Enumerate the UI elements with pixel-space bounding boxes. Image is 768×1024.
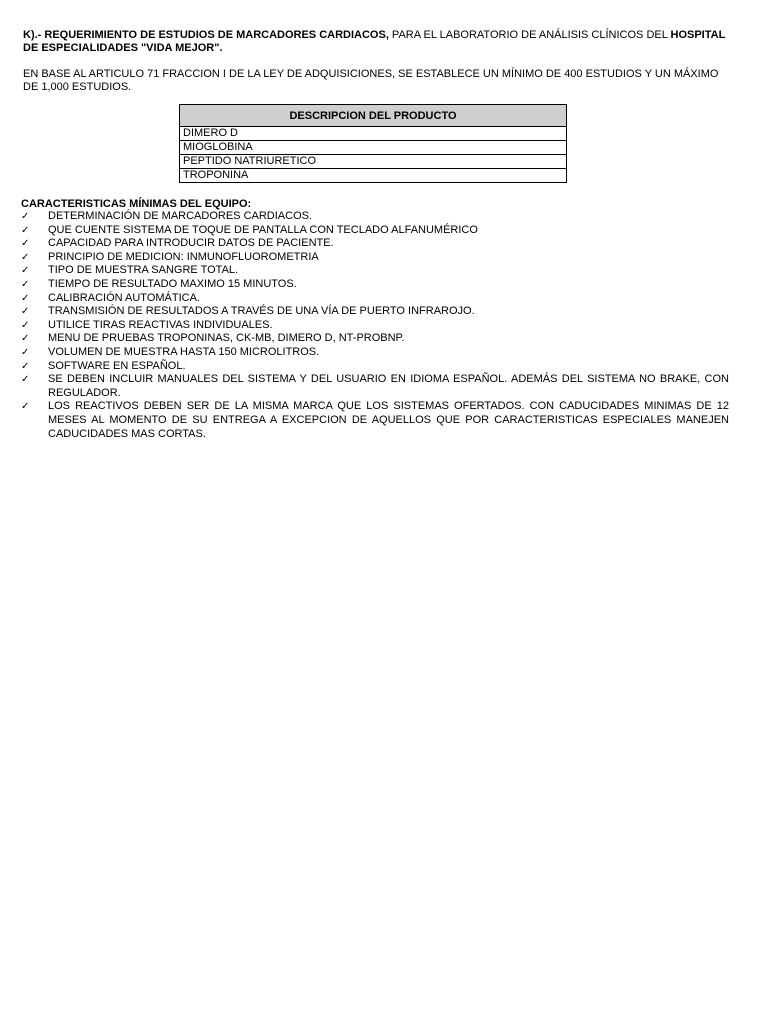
checkmark-icon: ✓	[21, 374, 30, 386]
checkmark-icon: ✓	[21, 278, 30, 290]
products-table-row	[180, 141, 567, 155]
checkmark-icon: ✓	[21, 346, 30, 358]
intro-paragraph: EN BASE AL ARTICULO 71 FRACCION I DE LA LEY DE ADQUISICIONES, SE ESTABLECE UN MÍNIMO DE 400 ESTUDIOS Y UN MÁXIMO DE 1,000 ESTUDIOS.	[23, 68, 719, 93]
products-table-header: DESCRIPCION DEL PRODUCTO	[180, 105, 567, 127]
products-table	[179, 104, 567, 183]
requirement-item	[21, 319, 729, 333]
requirement-item	[21, 346, 729, 360]
requirement-text: TIEMPO DE RESULTADO MAXIMO 15 MINUTOS.	[48, 277, 297, 290]
checkmark-icon: ✓	[21, 333, 30, 345]
requirement-text: TRANSMISIÓN DE RESULTADOS A TRAVÉS DE UNA VÍA DE PUERTO INFRAROJO.	[48, 305, 475, 318]
products-table-body	[180, 127, 567, 183]
checkmark-icon: ✓	[21, 251, 30, 263]
requirement-item	[21, 400, 729, 441]
requirement-item	[21, 373, 729, 400]
products-table-cell: MIOGLOBINA	[180, 141, 567, 155]
requirement-item	[21, 332, 729, 346]
requirement-text: MENU DE PRUEBAS TROPONINAS, CK-MB, DIMERO D, NT-PROBNP.	[48, 332, 405, 345]
requirement-item	[21, 237, 729, 251]
products-table-cell: PEPTIDO NATRIURETICO	[180, 155, 567, 169]
checkmark-icon: ✓	[21, 224, 30, 236]
requirement-text: CALIBRACIÓN AUTOMÁTICA.	[48, 291, 200, 304]
products-table-header-row	[180, 105, 567, 127]
products-table-row	[180, 169, 567, 183]
checkmark-icon: ✓	[21, 360, 30, 372]
requirement-item	[21, 292, 729, 306]
requirements-title: CARACTERISTICAS MÍNIMAS DEL EQUIPO:	[21, 198, 252, 210]
products-table-cell: TROPONINA	[180, 169, 567, 183]
checkmark-icon: ✓	[21, 238, 30, 250]
requirement-text: SE DEBEN INCLUIR MANUALES DEL SISTEMA Y DEL USUARIO EN IDIOMA ESPAÑOL. ADEMÁS DEL SISTEMA NO BRAKE, CON REGULADOR.	[48, 373, 729, 399]
heading-normal-part: PARA EL LABORATORIO DE ANÁLISIS CLÍNICOS DEL	[388, 29, 671, 41]
requirement-text: QUE CUENTE SISTEMA DE TOQUE DE PANTALLA CON TECLADO ALFANUMÉRICO	[48, 223, 478, 236]
requirement-item	[21, 264, 729, 278]
requirement-item	[21, 210, 729, 224]
requirement-item	[21, 278, 729, 292]
requirement-text: TIPO DE MUESTRA SANGRE TOTAL.	[48, 264, 239, 277]
document-heading	[23, 29, 733, 55]
requirement-text: DETERMINACIÓN DE MARCADORES CARDIACOS.	[48, 210, 313, 222]
checkmark-icon: ✓	[21, 292, 30, 304]
heading-bold-part-1: K).- REQUERIMIENTO DE ESTUDIOS DE MARCADORES CARDIACOS,	[23, 29, 389, 41]
checkmark-icon: ✓	[21, 319, 30, 331]
requirement-item	[21, 305, 729, 319]
requirement-text: PRINCIPIO DE MEDICION: INMUNOFLUOROMETRIA	[48, 250, 319, 263]
requirement-item	[21, 224, 729, 238]
requirements-list	[21, 210, 729, 441]
products-table-cell: DIMERO D	[180, 127, 567, 141]
products-table-row	[180, 127, 567, 141]
requirement-item	[21, 251, 729, 265]
products-table-row	[180, 155, 567, 169]
checkmark-icon: ✓	[21, 306, 30, 318]
checkmark-icon: ✓	[21, 401, 30, 413]
checkmark-icon: ✓	[21, 265, 30, 277]
requirement-text: SOFTWARE EN ESPAÑOL.	[48, 359, 186, 372]
requirement-text: VOLUMEN DE MUESTRA HASTA 150 MICROLITROS.	[48, 345, 320, 358]
heading-bold-part-2: HOSPITAL DE ESPECIALIDADES "VIDA MEJOR".	[23, 29, 726, 54]
requirement-text: LOS REACTIVOS DEBEN SER DE LA MISMA MARCA QUE LOS SISTEMAS OFERTADOS. CON CADUCIDADES MINIMAS DE 12 MESES AL MOMENTO DE SU ENTREGA A EXCEPCION DE AQUELLOS QUE POR CARACTERISTICAS ESPECIALES MANEJEN CADUCIDADES MAS CORTAS.	[48, 400, 729, 440]
requirement-text: CAPACIDAD PARA INTRODUCIR DATOS DE PACIENTE.	[48, 237, 334, 250]
requirement-item	[21, 360, 729, 374]
checkmark-icon: ✓	[21, 211, 30, 222]
requirement-text: UTILICE TIRAS REACTIVAS INDIVIDUALES.	[48, 318, 273, 331]
